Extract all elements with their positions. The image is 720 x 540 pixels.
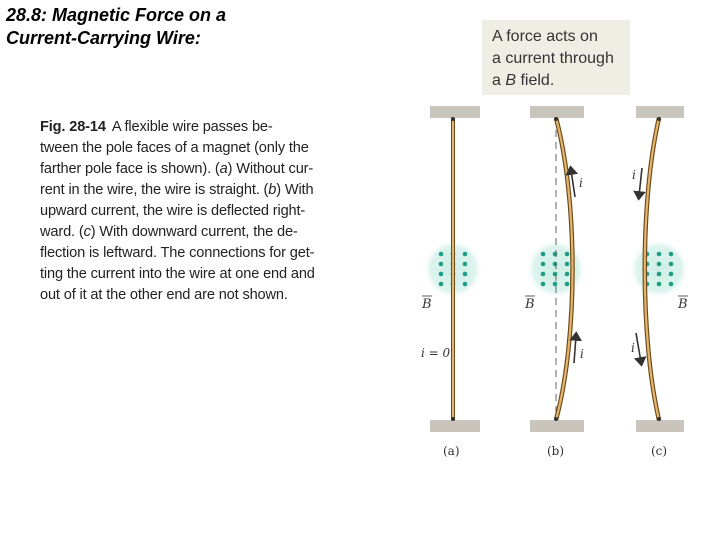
current-label: i (579, 176, 583, 190)
magnetic-field-region (629, 239, 689, 299)
panel-b (524, 106, 586, 458)
field-label: B (678, 297, 688, 312)
callout-line-1: A force acts on (492, 28, 598, 45)
callout-suffix: field. (516, 72, 555, 89)
current-arrow-down (636, 333, 641, 362)
bottom-pole (530, 420, 584, 432)
caption-text-3: ) With upward current, the wire is deflected right- ward. ( (40, 182, 314, 240)
callout-line-2: a current through (492, 50, 614, 67)
current-arrow-up (574, 336, 576, 363)
field-label: B (525, 297, 535, 312)
current-label: i (580, 347, 584, 361)
panel-label-c: (c) (651, 444, 668, 458)
caption-b: b (268, 182, 277, 198)
panel-a (421, 106, 483, 458)
caption-text-1: A flexible wire passes be- tween the pole faces of a magnet (only the farther pole face is shown). ( (40, 119, 309, 177)
zero-current-label: i = 0 (421, 346, 451, 360)
current-arrow-up (571, 170, 575, 197)
bottom-pole (636, 420, 684, 432)
caption-a: a (219, 161, 228, 177)
slide-title: 28.8: Magnetic Force on a Current-Carrying Wire: (6, 5, 227, 48)
current-label: i (632, 168, 636, 182)
caption-text-4: ) With downward current, the de- flection is leftward. The connections for get- ting the current into the wire at one end and out of it at the other end are not shown. (40, 224, 315, 303)
panel-c (629, 106, 689, 458)
figure-label: Fig. 28-14 (40, 119, 106, 135)
panel-label-b: (b) (547, 444, 565, 458)
panel-label-a: (a) (443, 444, 460, 458)
bottom-pole (430, 420, 480, 432)
callout-field-symbol: B (505, 72, 517, 89)
top-pole (636, 106, 684, 118)
top-pole (530, 106, 584, 118)
field-label: B (422, 297, 432, 312)
callout-prefix: a (492, 72, 506, 89)
current-label: i (631, 341, 635, 355)
caption-text-2: ) Without cur- rent in the wire, the wire is straight. ( (40, 161, 314, 198)
caption-c: c (83, 224, 91, 240)
current-arrow-down (639, 168, 642, 196)
top-pole (430, 106, 480, 118)
